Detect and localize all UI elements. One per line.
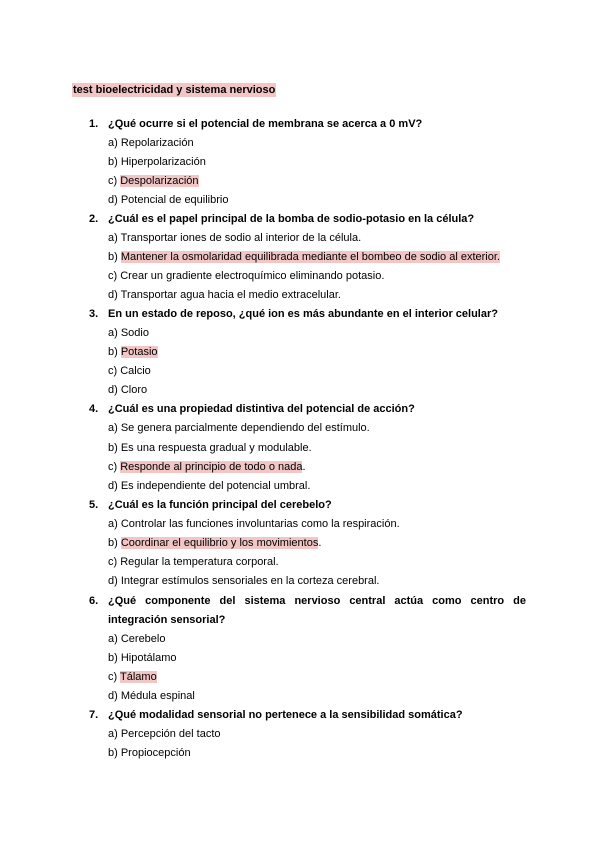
highlighted-answer: Coordinar el equilibrio y los movimientos [120, 537, 319, 549]
option-1c-answer: c) Despolarización [108, 175, 199, 187]
question-number: 3. [89, 308, 99, 320]
question-7 [89, 708, 463, 722]
option-5b-answer: b) Coordinar el equilibrio y los movimientos. [108, 537, 322, 549]
question-text: ¿Cuál es el papel principal de la bomba de sodio-potasio en la célula? [108, 213, 475, 225]
option-3b-answer: b) Potasio [108, 346, 158, 358]
option-6b: b) Hipotálamo [108, 652, 177, 664]
question-4 [89, 402, 415, 416]
highlighted-answer: Mantener la osmolaridad equilibrada mediante el bombeo de sodio al exterior. [120, 251, 500, 263]
question-text: En un estado de reposo, ¿qué ion es más abundante en el interior celular? [108, 308, 498, 320]
option-2b-answer: b) Mantener la osmolaridad equilibrada mediante el bombeo de sodio al exterior. [108, 251, 500, 263]
option-3c: c) Calcio [108, 365, 151, 377]
option-6d: d) Médula espinal [108, 690, 195, 702]
option-5d: d) Integrar estímulos sensoriales en la corteza cerebral. [108, 575, 380, 587]
option-3a: a) Sodio [108, 327, 149, 339]
option-4d: d) Es independiente del potencial umbral. [108, 480, 311, 492]
question-2 [89, 212, 474, 226]
highlighted-answer: Tálamo [120, 671, 157, 683]
question-number: 2. [89, 213, 99, 225]
question-1 [89, 117, 422, 131]
question-6 [89, 594, 526, 608]
question-3 [89, 307, 498, 321]
question-text: ¿Qué componente del sistema nervioso central actúa como centro de [108, 595, 526, 607]
highlighted-answer: Despolarización [120, 175, 199, 187]
highlighted-answer: Responde al principio de todo o nada [120, 461, 303, 473]
option-5c: c) Regular la temperatura corporal. [108, 556, 279, 568]
option-5a: a) Controlar las funciones involuntarias como la respiración. [108, 518, 400, 530]
question-text: ¿Qué ocurre si el potencial de membrana se acerca a 0 mV? [108, 118, 423, 130]
option-4b: b) Es una respuesta gradual y modulable. [108, 442, 312, 454]
option-2d: d) Transportar agua hacia el medio extracelular. [108, 289, 341, 301]
question-text: ¿Cuál es la función principal del cerebelo? [108, 499, 332, 511]
option-2a: a) Transportar iones de sodio al interior de la célula. [108, 232, 362, 244]
option-1a: a) Repolarización [108, 137, 194, 149]
option-4c-answer: c) Responde al principio de todo o nada. [108, 461, 306, 473]
option-1b: b) Hiperpolarización [108, 156, 206, 168]
option-1d: d) Potencial de equilibrio [108, 194, 229, 206]
question-text: ¿Qué modalidad sensorial no pertenece a la sensibilidad somática? [108, 709, 463, 721]
option-7b: b) Propiocepción [108, 747, 191, 759]
question-6-continued: integración sensorial? [108, 614, 226, 626]
question-number: 7. [89, 709, 99, 721]
option-7a: a) Percepción del tacto [108, 728, 221, 740]
option-3d: d) Cloro [108, 384, 148, 396]
question-text: ¿Cuál es una propiedad distintiva del potencial de acción? [108, 403, 415, 415]
question-number: 1. [89, 118, 99, 130]
question-number: 5. [89, 499, 99, 511]
question-number: 4. [89, 403, 99, 415]
question-number: 6. [89, 595, 99, 607]
highlighted-answer: Potasio [120, 346, 158, 358]
option-4a: a) Se genera parcialmente dependiendo del estímulo. [108, 422, 370, 434]
document-title: test bioelectricidad y sistema nervioso [73, 84, 276, 96]
option-6a: a) Cerebelo [108, 633, 166, 645]
option-6c-answer: c) Tálamo [108, 671, 157, 683]
option-2c: c) Crear un gradiente electroquímico eliminando potasio. [108, 270, 385, 282]
question-5 [89, 498, 332, 512]
